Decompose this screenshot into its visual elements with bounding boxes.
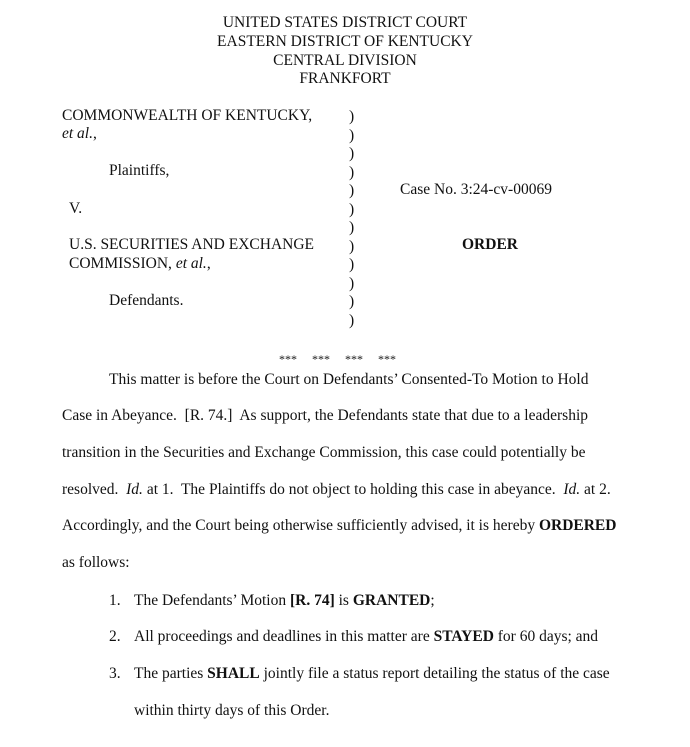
defendant-name-commission: COMMISSION, (69, 255, 172, 272)
caption-paren: ) (349, 293, 355, 310)
caption-paren: ) (349, 237, 355, 255)
stayed-keyword: STAYED (433, 628, 494, 645)
body-line-6: as follows: (62, 554, 130, 571)
order-item-3-text-a: The parties (134, 665, 208, 682)
caption-paren: ) (349, 108, 355, 125)
order-item-3-continuation: within thirty days of this Order. (134, 702, 330, 719)
body-line-3: transition in the Securities and Exchange Commission, this case could potentially be (62, 444, 586, 461)
order-item-3-text-b: jointly file a status report detailing the status of the case (259, 665, 610, 682)
caption-paren: ) (349, 182, 355, 199)
body-line-2: Case in Abeyance. [R. 74.] As support, the Defendants state that due to a leadership (62, 407, 589, 424)
caption-paren: ) (349, 200, 355, 218)
versus: V. (69, 200, 83, 217)
caption-paren: ) (349, 256, 355, 273)
body-line-4-b: at 1. The Plaintiffs do not object to holding this case in abeyance. (142, 481, 564, 498)
body-line-4-c: at 2. (580, 481, 611, 498)
defendant-role: Defendants. (109, 292, 184, 309)
defendant-et-al-comma: , (206, 255, 211, 272)
document-title: ORDER (462, 236, 518, 253)
separator (279, 350, 396, 368)
order-item-1 (134, 592, 435, 610)
plaintiff-et-al-italic: et al. (62, 125, 93, 142)
order-item-1-text-c: ; (430, 592, 435, 609)
separator-stars: *** (312, 352, 330, 366)
order-item-1-text-b: is (334, 592, 353, 609)
order-item-3-number: 3. (109, 665, 121, 682)
caption-paren: ) (349, 274, 355, 292)
id-citation: Id. (126, 481, 143, 498)
order-item-1-text-a: The Defendants’ Motion (134, 592, 290, 609)
caption-paren: ) (349, 126, 355, 144)
separator-stars: *** (378, 352, 396, 366)
defendant-et-al-italic: et al. (175, 255, 207, 272)
caption-paren-column (349, 108, 354, 330)
caption-paren: ) (349, 219, 355, 236)
ordered-keyword: ORDERED (538, 517, 617, 534)
id-citation: Id. (563, 481, 581, 498)
body-line-4-a: resolved. (62, 481, 127, 498)
order-item-2-number: 2. (109, 628, 121, 645)
order-item-1-number: 1. (109, 592, 121, 609)
body-line-4 (62, 481, 611, 499)
defendant-name-line1: U.S. SECURITIES AND EXCHANGE (69, 236, 314, 253)
record-citation: [R. 74] (289, 592, 335, 609)
order-item-2 (134, 628, 598, 646)
plaintiff-et-al (62, 125, 97, 143)
plaintiff-name: COMMONWEALTH OF KENTUCKY, (62, 107, 313, 124)
order-item-2-text-b: for 60 days; and (493, 628, 599, 645)
order-item-2-text-a: All proceedings and deadlines in this matter are (134, 628, 434, 645)
granted-keyword: GRANTED (352, 592, 431, 609)
caption-paren: ) (349, 145, 355, 162)
separator-stars: *** (279, 352, 297, 366)
court-location: FRANKFORT (299, 70, 391, 87)
caption-paren: ) (349, 311, 355, 329)
body-line-1: This matter is before the Court on Defendants’ Consented-To Motion to Hold (109, 371, 589, 388)
caption-paren: ) (349, 163, 355, 181)
plaintiff-role: Plaintiffs, (109, 162, 170, 179)
court-division: CENTRAL DIVISION (273, 52, 417, 69)
court-district: EASTERN DISTRICT OF KENTUCKY (217, 33, 473, 50)
body-line-5 (62, 517, 616, 535)
body-line-5-a: Accordingly, and the Court being otherwise sufficiently advised, it is hereby (62, 517, 539, 534)
separator-stars: *** (345, 352, 363, 366)
plaintiff-et-al-comma: , (93, 125, 97, 142)
court-name: UNITED STATES DISTRICT COURT (222, 14, 468, 31)
case-number: Case No. 3:24-cv-00069 (400, 181, 552, 198)
order-item-3 (134, 665, 610, 683)
shall-keyword: SHALL (207, 665, 260, 682)
defendant-name-line2 (69, 255, 211, 273)
